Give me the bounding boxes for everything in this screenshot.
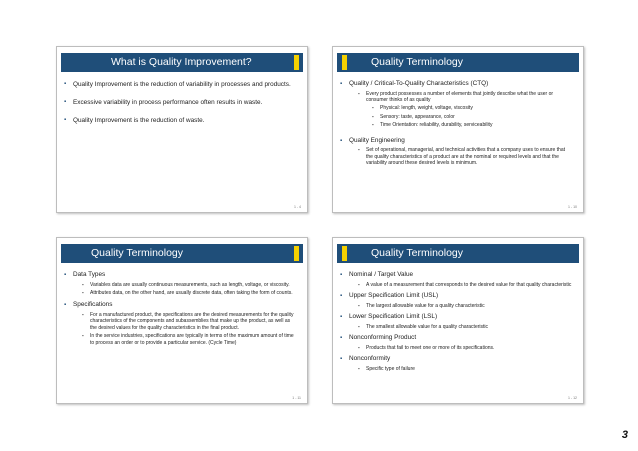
slide-title: Quality Terminology (371, 247, 464, 259)
page-number: 3 (621, 429, 628, 441)
sub-bullet: ▪ A value of a measurement that corresponds to the desired value for that quality characteristic (358, 281, 572, 288)
bullet-marker-icon: ▪ (358, 90, 360, 96)
bullet: ▪ Lower Specification Limit (LSL) ▪ The smallest allowable value for a quality characteristic (339, 313, 573, 330)
bullet: ▪ Upper Specification Limit (USL) ▪ The largest allowable value for a quality characteristic (339, 292, 573, 309)
bullet: ▪ Quality Engineering ▪ Set of operational, managerial, and technical activities that a company uses to ensure that the quality characteristics of a product are at the nominal or required levels and that the variability around these desired levels is minimum. (339, 137, 573, 167)
bullet-marker-icon: ▪ (340, 272, 343, 278)
sub-bullet: ▪ Variables data are usually continuous measurements, such as length, voltage, or viscosity. (82, 281, 290, 288)
slide-title: Quality Terminology (91, 247, 184, 259)
sub-bullet: ▪ The largest allowable value for a quality characteristic (358, 302, 485, 309)
slide-title: What is Quality Improvement? (111, 56, 252, 68)
slide-title: Quality Terminology (371, 56, 464, 68)
bullet-marker-icon: ▪ (82, 290, 84, 295)
bullet: ▪ Excessive variability in process performance often results in waste. (64, 99, 263, 107)
bullet-marker-icon: ▪ (340, 137, 343, 144)
bullet: ▪ Data Types ▪ Variables data are usually continuous measurements, such as length, voltage, or viscosity. ▪ Attributes data, on the other hand, are usually discrete data, often taking the form of counts. (63, 271, 297, 296)
slide-title-bar (61, 244, 303, 263)
slide-number: 1 - 12 (568, 396, 577, 400)
bullet-marker-icon: ▪ (340, 81, 343, 87)
title-accent (342, 55, 347, 70)
bullet-marker-icon: ▪ (340, 356, 343, 362)
bullet-marker-icon: ▪ (64, 272, 67, 278)
bullet: ▪ Specifications ▪ For a manufactured product, the specifications are the desired measurements for the quality characteristics of the components and subassemblies that make up the product, as well as the desired values for the quality characteristics in the final product. ▪ In the service industries, specifications are typically in terms of the maximum amount of time to process an order or to provide a particular service. (Cycle Time) (63, 301, 297, 346)
slide-1 (56, 46, 308, 213)
bullet-marker-icon: ▪ (82, 333, 84, 339)
bullet: ▪ Quality / Critical-To-Quality Characteristics (CTQ) ▪ Every product possesses a number of elements that jointly describe what the user or consumer thinks of as quality ▪ Physical: length, weight, voltage, viscosity ▪ Sensory: taste, appearance, color ▪ Time Orientation: reliability, durability, serviceability (339, 80, 573, 129)
slide-3 (56, 237, 308, 404)
sub-bullet: ▪ Specific type of failure (358, 365, 415, 372)
bullet-marker-icon: ▪ (372, 105, 374, 111)
bullet-marker-icon: ▪ (372, 113, 374, 119)
bullet-marker-icon: ▪ (358, 147, 360, 153)
slide-4 (332, 237, 584, 404)
bullet-marker-icon: ▪ (64, 81, 67, 87)
slide-number: 1 - 11 (292, 396, 301, 400)
sub-bullet: ▪ In the service industries, specifications are typically in terms of the maximum amount of time to process an order or to provide a particular service. (Cycle Time) (82, 333, 294, 346)
sub-bullet: ▪ The smallest allowable value for a quality characteristic (358, 323, 488, 330)
slide-2 (332, 46, 584, 213)
title-accent (294, 246, 299, 261)
bullet: ▪ Nonconforming Product ▪ Products that fail to meet one or more of its specifications. (339, 334, 573, 351)
bullet-marker-icon: ▪ (340, 293, 343, 299)
slide-number: 1 - 4 (293, 205, 301, 209)
bullet-marker-icon: ▪ (64, 117, 67, 124)
sub-bullet: ▪ Products that fail to meet one or more of its specifications. (358, 344, 495, 351)
bullet-marker-icon: ▪ (358, 365, 360, 371)
bullet-marker-icon: ▪ (82, 281, 84, 287)
slide-content (339, 80, 573, 171)
bullet-marker-icon: ▪ (372, 122, 374, 128)
sub-sub-bullet: ▪ Physical: length, weight, voltage, viscosity (372, 105, 473, 112)
title-accent (294, 55, 299, 70)
slide-title-bar (337, 244, 579, 263)
bullet-marker-icon: ▪ (358, 281, 360, 287)
bullet-marker-icon: ▪ (358, 302, 360, 308)
title-accent (342, 246, 347, 261)
bullet: ▪ Quality Improvement is the reduction of variability in processes and products. (64, 81, 291, 88)
bullet-marker-icon: ▪ (340, 314, 343, 320)
slide-title-bar (61, 53, 303, 72)
bullet-marker-icon: ▪ (64, 302, 67, 309)
bullet-marker-icon: ▪ (64, 99, 67, 106)
slide-title-bar (337, 53, 579, 72)
bullet: ▪ Quality Improvement is the reduction of waste. (64, 117, 205, 125)
slide-number: 1 - 10 (568, 205, 577, 209)
sub-sub-bullet: ▪ Time Orientation: reliability, durability, serviceability (372, 122, 493, 129)
sub-bullet: ▪ Every product possesses a number of elements that jointly describe what the user or consumer thinks of as quality ▪ Physical: length, weight, voltage, viscosity ▪ Sensory: taste, appearance, color ▪ Time Orientation: reliability, durability, serviceability (349, 91, 573, 129)
sub-bullet: ▪ Set of operational, managerial, and technical activities that a company uses to ensure that the quality characteristics of a product are at the nominal or required levels and that the variability around these desired levels is minimum. (358, 147, 566, 167)
sub-bullet: ▪ Attributes data, on the other hand, are usually discrete data, often taking the form of counts. (82, 290, 293, 296)
bullet-marker-icon: ▪ (358, 323, 360, 329)
bullet: ▪ Nominal / Target Value ▪ A value of a measurement that corresponds to the desired value for that quality characteristic (340, 271, 572, 288)
bullet-marker-icon: ▪ (358, 344, 360, 350)
sub-bullet: ▪ For a manufactured product, the specifications are the desired measurements for the quality characteristics of the components and subassemblies that make up the product, as well as the desired values for the quality characteristics in the final product. (82, 312, 294, 331)
slide-content (339, 271, 573, 376)
bullet-marker-icon: ▪ (340, 335, 343, 341)
slide-content (63, 80, 297, 135)
bullet: ▪ Nonconformity ▪ Specific type of failure (339, 355, 573, 372)
sub-sub-bullet: ▪ Sensory: taste, appearance, color (372, 113, 455, 120)
slide-content (63, 271, 297, 351)
bullet-marker-icon: ▪ (82, 312, 84, 317)
